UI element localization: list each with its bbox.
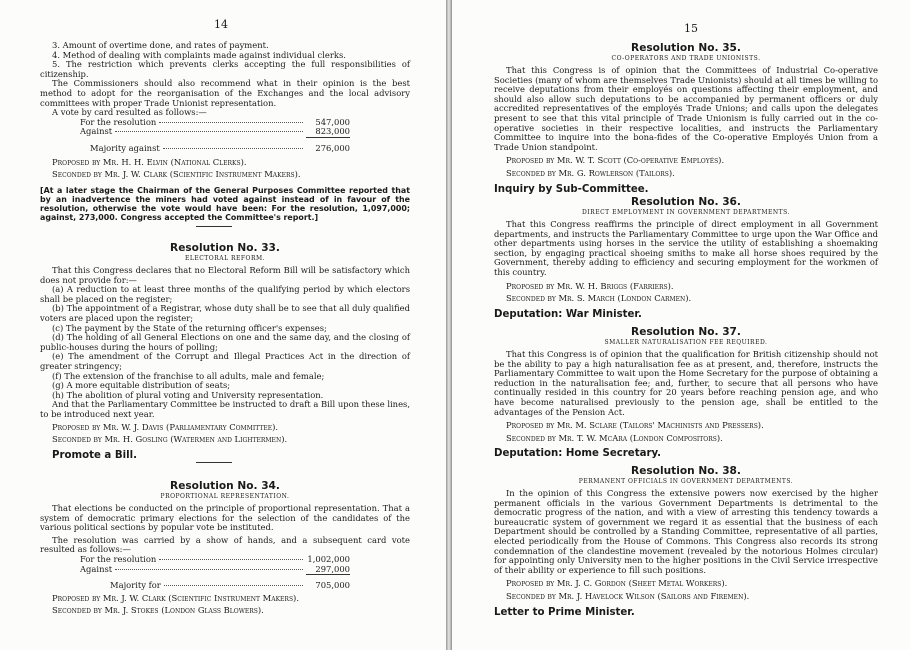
proposer: Proposed by Mr. W. T. Scott (Co-operative Employés). [506,155,725,166]
resolution-37 [494,326,878,460]
proposer: Proposed by Mr. J. W. Clark (Scientific Instrument Makers). [52,592,299,603]
resolution-36 [494,196,878,321]
action-taken: Letter to Prime Minister. [494,606,635,618]
left-page [0,0,446,650]
seconder: Seconded by Mr. S. March (London Carmen). [506,293,692,304]
right-page [452,0,910,650]
resolution-subject: DIRECT EMPLOYMENT IN GOVERNMENT DEPARTMENTS. [582,209,790,216]
resolution-text: In the opinion of this Congress the extensive powers now exercised by the higher permanent officials in the various Government Departments is detrimental to the democratic progress of the nation, and with a view of arresting this tendency towards a bureaucratic system of government we regard it as essential that the business of each Department should be controlled by a Standing Committee, representative of all parties, elected periodically from the House of Commons. This Congress also records its strong condemnation of the clandestine movement (revealed by the notorious Holmes circular) for appointing only University men to the higher positions in the Civil Service irrespective of their ability or experience to fill such positions. [494,488,878,575]
list-item: (f) The extension of the franchise to all adults, male and female; [52,370,325,381]
seconder: Seconded by Mr. J. W. Clark (Scientific Instrument Makers). [52,169,301,180]
action-taken: Promote a Bill. [52,449,137,461]
resolution-text: That this Congress reaffirms the principle of direct employment in all Government departments, and instructs the Parliamentary Committee to urge upon the War Office and other departments using horses in the service the utility of establishing a shoemaking section, by engaging practical shoeing smiths to make all horse shoes required by the Government, thereby adding to efficiency and securing employment for the workmen of this country. [494,219,878,277]
resolution-closing: And that the Parliamentary Committee be instructed to draft a Bill upon these lines, to be introduced next year. [40,399,410,419]
resolution-heading: Resolution No. 36. [631,196,741,208]
resolution-heading: Resolution No. 37. [631,326,741,338]
list-item: 4. Method of dealing with complaints made against individual clerks. [52,49,346,60]
list-item: (g) A more equitable distribution of seats; [52,380,231,391]
resolution-text: That this Congress is of opinion that the Committees of Industrial Co-operative Societies (many of whom are themselves Trade Unionists) should at all times be willing to receive deputations from their employés on questions affecting their employment, and should also allow such deputations to be accompanied by permanent officers or duly accredited representatives of the employés Trade Unions; and calls upon the delegates present to see that this vital principle of Trade Unionism is fully carried out in the co-operative societies in their respective localities, and instructs the Parliamentary Committee to inquire into the bona-fides of the Co-operative Employés Union from a Trade Union standpoint. [494,65,878,152]
proposer: Proposed by Mr. J. C. Gordon (Sheet Metal Workers). [506,578,728,589]
resolution-35 [494,42,878,196]
seconder: Seconded by Mr. J. Havelock Wilson (Sailors and Firemen). [506,590,750,601]
divider [196,226,232,227]
list-item: 3. Amount of overtime done, and rates of payment. [52,40,269,50]
resolution-subject: PERMANENT OFFICIALS IN GOVERNMENT DEPARTMENTS. [578,478,794,485]
vote-row: For the resolution 547,000 [80,116,350,127]
resolution-38 [494,465,878,619]
list-item: (b) The appointment of a Registrar, whose duty shall be to see that all duly qualified voters are placed upon the register; [40,303,410,323]
resolution-heading: Resolution No. 35. [631,42,741,54]
resolution-33 [40,242,410,462]
proposer: Proposed by Mr. H. H. Elvin (National Clerks). [52,156,247,167]
resolution-text: That this Congress declares that no Electoral Reform Bill will be satisfactory which does not provide for:— [40,265,410,285]
resolution-text: That this Congress is of opinion that the qualification for British citizenship should not be the ability to pay a high naturalisation fee as at present, and, therefore, instructs the Parliamentary Committee to wait upon the Home Secretary for the purpose of obtaining a reduction in the naturalisation fee; and, further, to secure that all persons who have continually resided in this country for 20 years before reaching pension age, and who have become naturalised previously to the pension age, shall be entitled to the advantages of the Pension Act. [494,349,878,417]
resolution-subject: ELECTORAL REFORM. [184,255,266,262]
resolution-heading: Resolution No. 33. [170,242,280,254]
vote-intro: A vote by card resulted as follows:— [52,107,207,118]
proposer: Proposed by Mr. M. Sclare (Tailors' Machinists and Pressers). [506,420,764,431]
list-item: (d) The holding of all General Elections on one and the same day, and the closing of public-houses during the hours of polling; [40,332,410,352]
vote-intro: The resolution was carried by a show of hands, and a subsequent card vote resulted as follows:— [40,534,410,555]
action-taken: Inquiry by Sub-Committee. [494,183,649,195]
list-item: (h) The abolition of plural voting and University representation. [52,389,324,400]
proposer: Proposed by Mr. W. J. Davis (Parliamentary Committee). [52,421,279,432]
vote-row: For the resolution 1,002,000 [80,553,350,564]
list-item: 5. The restriction which prevents clerks accepting the full responsibilities of citizenship. [40,59,410,79]
resolution-text: That elections be conducted on the principle of proportional representation. That a system of democratic primary elections for the selection of the candidates of the various political sections by popular vote be instituted. [40,503,410,533]
majority-row: Majority against 276,000 [90,142,350,153]
vote-row: Against 823,000 [80,126,350,137]
resolution-34 [40,480,410,616]
list-item: (c) The payment by the State of the returning officer's expenses; [52,322,327,333]
action-taken: Deputation: War Minister. [494,308,642,320]
resolution-subject: CO-OPERATORS AND TRADE UNIONISTS. [611,55,761,62]
seconder: Seconded by Mr. G. Rowlerson (Tailors). [506,167,675,178]
resolution-subject: SMALLER NATURALISATION FEE REQUIRED. [604,339,768,346]
divider [196,462,232,463]
seconder: Seconded by Mr. H. Gosling (Watermen and Lightermen). [52,434,288,445]
list-item: (a) A reduction to at least three months of the qualifying period by which electors shall be placed on the register; [40,284,410,304]
page-number: 14 [214,18,228,31]
majority-row: Majority for 705,000 [110,580,350,591]
resolution-heading: Resolution No. 38. [631,465,741,477]
seconder: Seconded by Mr. J. Stokes (London Glass Blowers). [52,605,264,616]
action-taken: Deputation: Home Secretary. [494,448,662,460]
resolution-32-continuation [40,41,410,223]
bracketed-note: [At a later stage the Chairman of the General Purposes Committee reported that by an inadvertence the miners had voted against instead of in favour of the resolution, otherwise the vote would have been: For the resolution, 1,097,000; against, 273,000. Congress accepted the Committee's report.] [40,185,410,223]
resolution-heading: Resolution No. 34. [170,480,280,492]
seconder: Seconded by Mr. T. W. McAra (London Compositors). [506,432,723,443]
list-item: (e) The amendment of the Corrupt and Illegal Practices Act in the direction of greater stringency; [40,351,410,371]
resolution-subject: PROPORTIONAL REPRESENTATION. [160,493,290,500]
proposer: Proposed by Mr. W. H. Briggs (Farriers). [506,280,674,291]
paragraph: The Commissioners should also recommend what in their opinion is the best method to adopt for the reorganisation of the Exchanges and the local advisory committees with proper Trade Unionist representation. [40,78,410,108]
vote-row: Against 297,000 [80,563,350,574]
page-number: 15 [684,22,698,35]
